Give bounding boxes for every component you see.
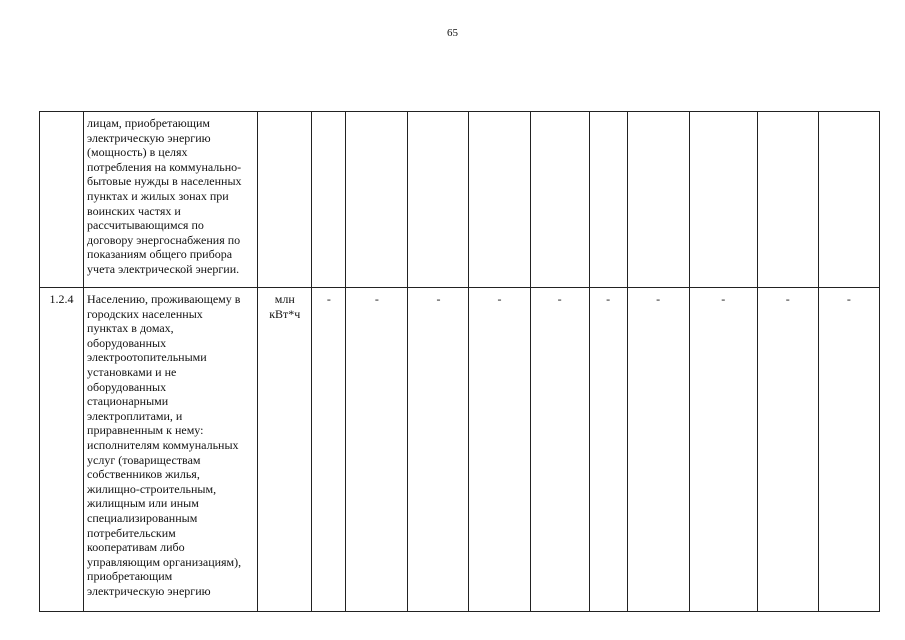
description-cell [84, 288, 258, 612]
unit-line: млн [274, 292, 295, 306]
description-line: управляющим организациям), [87, 554, 242, 569]
description-line: специализированным [87, 510, 198, 525]
description-line: приравненным к нему: [87, 423, 204, 438]
description-line: бытовые нужды в населенных [87, 174, 242, 189]
row-number-cell: 1.2.4 [40, 288, 84, 612]
value-cell: - [469, 288, 530, 612]
value-cell [346, 112, 408, 288]
description-line: оборудованных [87, 379, 167, 394]
value-cell: - [530, 288, 589, 612]
description-line: городских населенных [87, 306, 203, 321]
value-cell: - [312, 288, 346, 612]
description-line: электрическую энергию [87, 583, 211, 598]
description-line: (мощность) в целях [87, 145, 188, 160]
description-line: пунктах и жилых зонах при [87, 188, 229, 203]
value-cell [689, 112, 757, 288]
description-line: пунктах в домах, [87, 321, 174, 336]
unit-line: кВт*ч [269, 306, 301, 321]
description-line: показаниям общего прибора [87, 247, 233, 262]
value-cell [408, 112, 469, 288]
value-cell: - [818, 288, 879, 612]
value-cell [312, 112, 346, 288]
description-line: исполнителям коммунальных [87, 437, 239, 452]
description-line: услуг (товариществам [87, 452, 201, 467]
description-line: Населению, проживающему в [87, 292, 241, 306]
description-line: установками и не [87, 364, 177, 379]
value-cell [469, 112, 530, 288]
value-cell [627, 112, 689, 288]
description-line: электроотопительными [87, 350, 207, 365]
value-cell: - [346, 288, 408, 612]
value-cell: - [589, 288, 627, 612]
value-cell: - [689, 288, 757, 612]
description-cell [84, 112, 258, 288]
description-line: приобретающим [87, 569, 173, 584]
value-cell: - [757, 288, 818, 612]
description-line: воинских частях и [87, 203, 181, 218]
value-cell [757, 112, 818, 288]
description-line: жилищно-строительным, [87, 481, 217, 496]
description-line: лицам, приобретающим [87, 116, 211, 130]
unit-cell [258, 112, 312, 288]
table-row [40, 112, 880, 288]
description-line: электрическую энергию [87, 130, 211, 145]
data-table [39, 111, 880, 612]
value-cell [530, 112, 589, 288]
description-line: договору энергоснабжения по [87, 232, 241, 247]
value-cell [818, 112, 879, 288]
description-line: электроплитами, и [87, 408, 183, 423]
description-line: потребительским [87, 525, 176, 540]
value-cell: - [408, 288, 469, 612]
value-cell [589, 112, 627, 288]
description-line: оборудованных [87, 335, 167, 350]
page-number: 65 [447, 27, 458, 39]
description-line: собственников жилья, [87, 467, 200, 482]
value-cell: - [627, 288, 689, 612]
description-line: потребления на коммунально- [87, 159, 242, 174]
description-line: стационарными [87, 394, 169, 409]
description-line: учета электрической энергии. [87, 261, 240, 276]
description-line: рассчитывающимся по [87, 218, 204, 233]
table-row [40, 288, 880, 612]
row-number-cell [40, 112, 84, 288]
description-line: жилищным или иным [87, 496, 199, 511]
unit-cell [258, 288, 312, 612]
description-line: кооперативам либо [87, 540, 185, 555]
